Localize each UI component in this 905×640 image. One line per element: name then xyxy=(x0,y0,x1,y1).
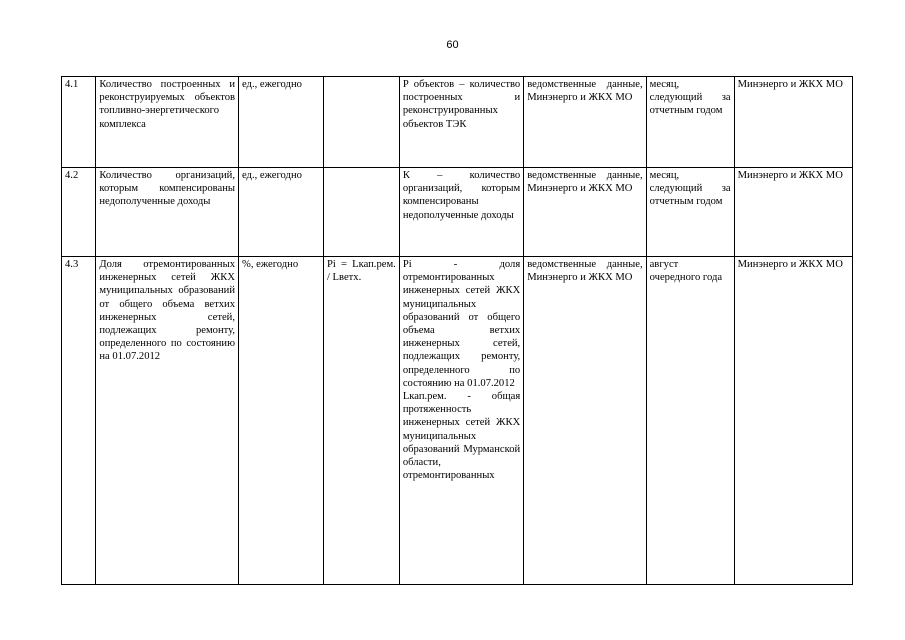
table-row xyxy=(62,257,853,585)
formula-cell: Pi = Lкап.рем. / Lветх. xyxy=(323,257,399,585)
description-paragraph: Pi - доля отремонтированных инженерных сетей ЖКХ муниципальных образований от общего объема ветхих инженерных сетей, подлежащих ремонту, определенного по состоянию на 01.07.2012 xyxy=(402,259,521,389)
description-cell xyxy=(399,77,523,168)
responsible-cell: Минэнерго и ЖКХ МО xyxy=(734,77,852,168)
responsible-cell: Минэнерго и ЖКХ МО xyxy=(734,257,852,585)
indicator-name: Количество построенных и реконструируемых объектов топливно-энергетического комплекса xyxy=(96,77,239,168)
row-number: 4.1 xyxy=(62,77,96,168)
description-paragraph: Р объектов – количество построенных и реконструированных объектов ТЭК xyxy=(402,79,521,130)
row-number: 4.2 xyxy=(62,168,96,257)
indicator-name: Количество организаций, которым компенсированы недополученные доходы xyxy=(96,168,239,257)
source-cell: ведомственные данные, Минэнерго и ЖКХ МО xyxy=(524,168,646,257)
page-number: 60 xyxy=(446,39,459,51)
formula-cell xyxy=(323,168,399,257)
responsible-cell: Минэнерго и ЖКХ МО xyxy=(734,168,852,257)
unit-cell: %, ежегодно xyxy=(239,257,324,585)
formula-cell xyxy=(323,77,399,168)
deadline-cell: август очередного года xyxy=(646,257,734,585)
source-cell: ведомственные данные, Минэнерго и ЖКХ МО xyxy=(524,257,646,585)
row-number: 4.3 xyxy=(62,257,96,585)
indicators-table xyxy=(61,76,853,585)
deadline-cell: месяц, следующий за отчетным годом xyxy=(646,168,734,257)
table-row xyxy=(62,77,853,168)
description-cell xyxy=(399,168,523,257)
unit-cell: ед., ежегодно xyxy=(239,77,324,168)
source-cell: ведомственные данные, Минэнерго и ЖКХ МО xyxy=(524,77,646,168)
description-cell xyxy=(399,257,523,585)
deadline-cell: месяц, следующий за отчетным годом xyxy=(646,77,734,168)
table-row xyxy=(62,168,853,257)
unit-cell: ед., ежегодно xyxy=(239,168,324,257)
description-paragraph: К – количество организаций, которым компенсированы недополученные доходы xyxy=(402,170,521,221)
description-paragraph: Lкап.рем. - общая протяженность инженерных сетей ЖКХ муниципальных образований Мурманской области, отремонтированных xyxy=(402,391,521,482)
indicator-name: Доля отремонтированных инженерных сетей ЖКХ муниципальных образований от общего объема ветхих инженерных сетей, подлежащих ремонту, определенного по состоянию на 01.07.2012 xyxy=(96,257,239,585)
